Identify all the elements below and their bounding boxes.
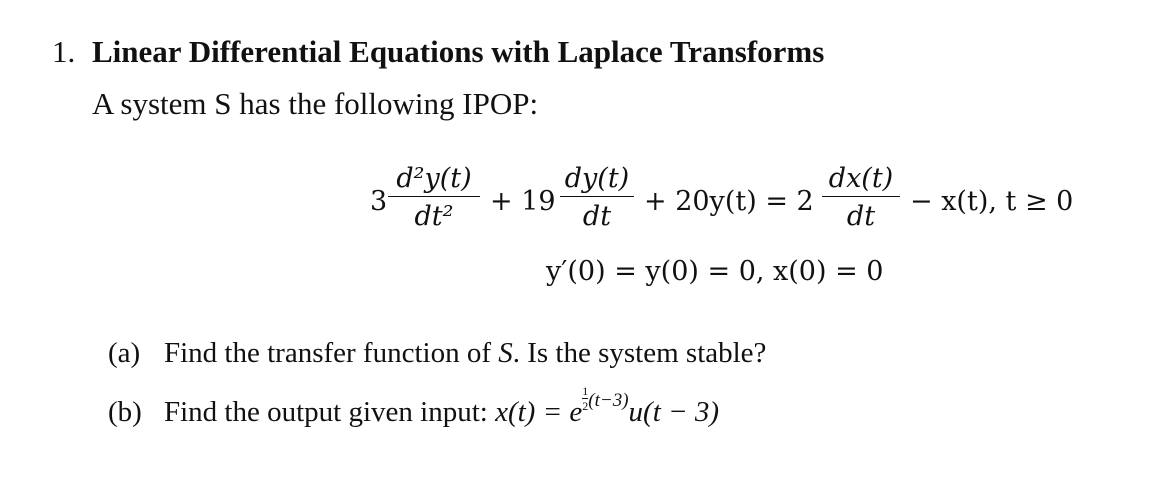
part-b-text: Find the output given input: [164, 396, 496, 428]
part-b-rhs: u(t − 3) [628, 396, 719, 428]
part-a-text-end: . Is the system stable? [512, 337, 767, 369]
fraction-bar [560, 196, 634, 197]
fraction-denominator: dt [846, 201, 876, 232]
initial-conditions: y′(0) = y(0) = 0, x(0) = 0 [546, 256, 884, 287]
second-derivative-fraction [388, 165, 480, 230]
term-minus-x: − x(t), t ≥ 0 [910, 186, 1074, 217]
term-20y-equals-2: + 20y(t) = 2 [644, 186, 814, 217]
input-derivative-fraction [822, 165, 900, 230]
part-b [108, 384, 719, 429]
first-derivative-fraction [560, 165, 634, 230]
part-b-exponent [582, 384, 629, 413]
fraction-bar [388, 196, 480, 197]
part-a-label: (a) [108, 337, 141, 369]
problem-number: 1. [52, 34, 76, 69]
part-a-variable: S [498, 337, 513, 369]
term-plus-19: + 19 [490, 186, 556, 217]
problem-intro: A system S has the following IPOP: [92, 86, 539, 121]
part-b-lhs: x(t) = e [495, 396, 583, 428]
fraction-numerator: dx(t) [828, 163, 894, 194]
fraction-bar [822, 196, 900, 197]
fraction-denominator: dt [582, 201, 612, 232]
fraction-denominator: dt² [414, 201, 454, 232]
part-a-text: Find the transfer function of [164, 337, 499, 369]
fraction-numerator: dy(t) [564, 163, 630, 194]
problem-title: Linear Differential Equations with Laplace Transforms [92, 34, 825, 69]
exponent-denominator: 2 [582, 399, 589, 413]
exponent-numerator: 1 [582, 384, 589, 398]
part-a [108, 337, 766, 370]
coefficient-3: 3 [370, 186, 388, 217]
exponent-shift: (t−3) [588, 390, 629, 411]
part-b-label: (b) [108, 396, 142, 428]
exponent-half-fraction [582, 385, 588, 412]
fraction-numerator: d²y(t) [396, 163, 472, 194]
